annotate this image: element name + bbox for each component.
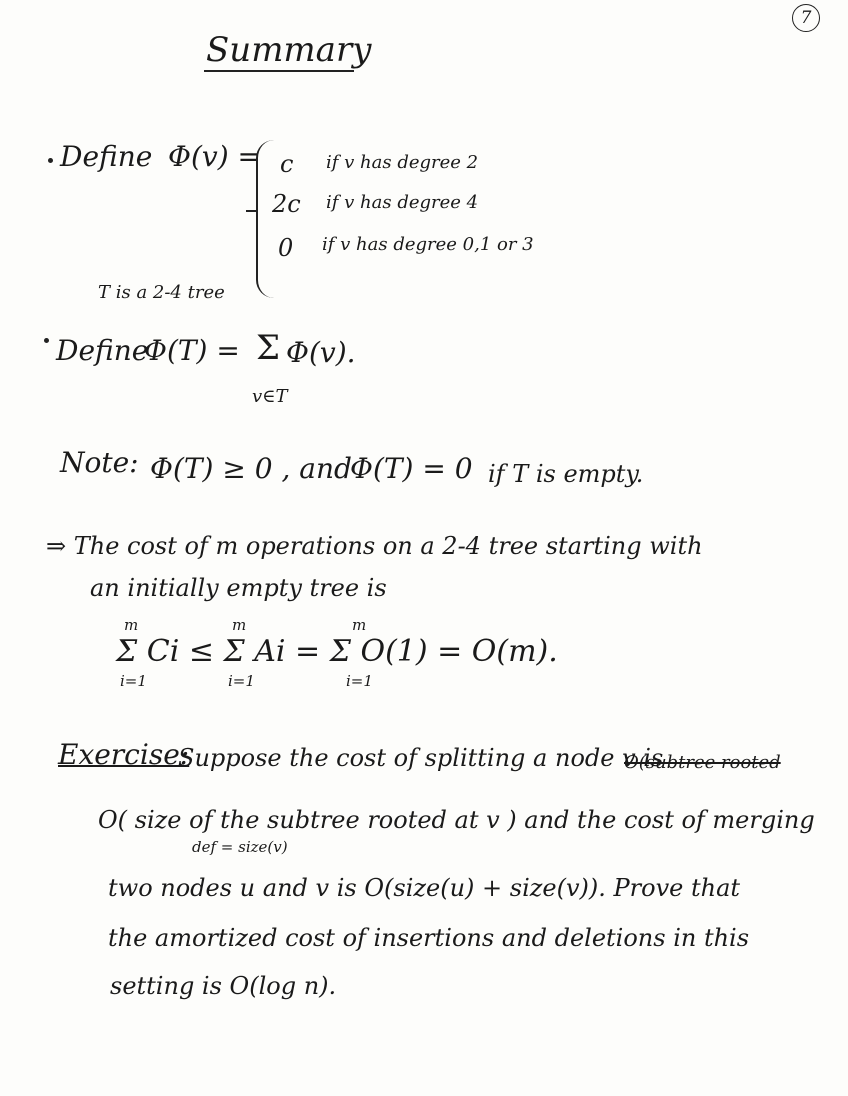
implication-line-1: ⇒ The cost of m operations on a 2-4 tree starting with: [46, 532, 703, 560]
exercise-line-5: setting is O(log n).: [110, 972, 337, 1000]
exercise-line-4: the amortized cost of insertions and deletions in this: [108, 924, 750, 952]
note-text-1: Φ(T) ≥ 0 , and: [150, 452, 352, 485]
case-value: c: [280, 150, 294, 178]
define-label-2: Define: [56, 334, 149, 367]
sum-subscript: v∈T: [252, 386, 288, 407]
page-title: Summary: [206, 30, 372, 70]
note-text-2: Φ(T) = 0: [350, 452, 473, 485]
case-condition: if v has degree 4: [326, 192, 479, 213]
struck-text: O(subtree rooted: [624, 752, 781, 773]
implication-line-2: an initially empty tree is: [90, 574, 387, 602]
exercise-label: Exercise:: [58, 738, 190, 771]
exercise-line-2: O( size of the subtree rooted at v ) and the cost of merging: [98, 806, 815, 834]
note-label: Note:: [60, 446, 139, 479]
case-value: 0: [278, 234, 294, 262]
exercise-line-1: Suppose the cost of splitting a node v is: [178, 744, 664, 772]
case-brace-tip: [246, 210, 256, 212]
page-number: 7: [792, 4, 820, 32]
tree-note: T is a 2-4 tree: [98, 282, 225, 303]
sum-lower: i=1: [346, 672, 373, 690]
case-value: 2c: [272, 190, 301, 218]
phi-T-lhs: Φ(T) =: [144, 334, 240, 367]
bullet: [48, 158, 53, 163]
sum-symbol: Σ: [256, 328, 281, 368]
bullet: [44, 338, 49, 343]
case-condition: if v has degree 0,1 or 3: [322, 234, 534, 255]
sum-lower: i=1: [120, 672, 147, 690]
note-text-3: if T is empty.: [488, 460, 644, 488]
case-condition: if v has degree 2: [326, 152, 479, 173]
cost-equation: Σ Ci ≤ Σ Ai = Σ O(1) = O(m).: [116, 634, 558, 669]
phi-v-term: Φ(v).: [286, 336, 356, 369]
sum-upper: m: [352, 616, 367, 634]
case-brace: [256, 140, 276, 298]
exercise-line-3: two nodes u and v is O(size(u) + size(v)). Prove that: [108, 874, 741, 902]
sum-lower: i=1: [228, 672, 255, 690]
define-label-1: Define: [60, 140, 153, 173]
title-underline: [204, 70, 354, 72]
sum-upper: m: [232, 616, 247, 634]
sum-upper: m: [124, 616, 139, 634]
definition-note: def = size(v): [192, 838, 288, 856]
phi-v-lhs: Φ(v) =: [168, 140, 261, 173]
